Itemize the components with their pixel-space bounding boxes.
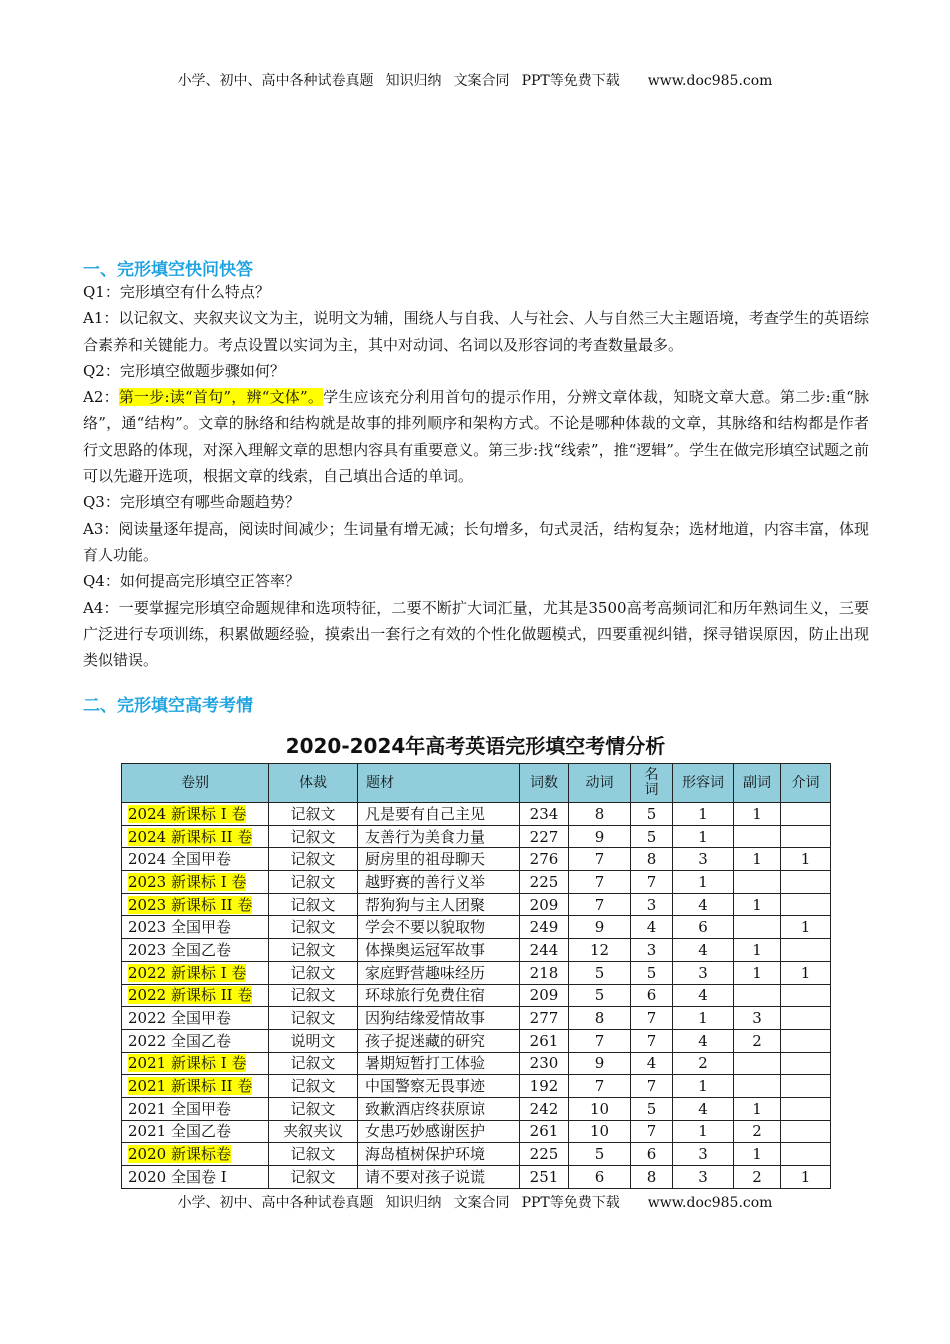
table-cell: 致歉酒店终获原谅 [358, 1097, 520, 1120]
answer: A1：以记叙文、夹叙夹议文为主，说明文为辅，围绕人与自我、人与社会、人与自然三大主题语境，考查学生的英语综合素养和关键能力。考点设置以实词为主，其中对动词、名词以及形容词的考查数量最多。 [83, 309, 869, 354]
table-row [122, 961, 831, 984]
table-cell: 家庭野营趣味经历 [358, 961, 520, 984]
table-cell: 记叙文 [269, 893, 358, 916]
table-cell: 3 [734, 1007, 781, 1030]
table-cell: 1 [734, 848, 781, 871]
table-cell: 1 [781, 961, 831, 984]
table-cell: 5 [631, 825, 673, 848]
table-cell: 7 [631, 1029, 673, 1052]
table-cell [734, 871, 781, 894]
table-cell [122, 984, 269, 1007]
table-cell: 192 [520, 1075, 569, 1098]
table-cell [122, 1052, 269, 1075]
table-cell: 242 [520, 1097, 569, 1120]
table-cell: 厨房里的祖母聊天 [358, 848, 520, 871]
table-cell [122, 825, 269, 848]
table-row [122, 871, 831, 894]
question: Q1：完形填空有什么特点？ [83, 283, 270, 301]
table-cell: 9 [569, 1052, 631, 1075]
table-cell: 帮狗狗与主人团聚 [358, 893, 520, 916]
table-cell: 记叙文 [269, 803, 358, 826]
table-cell: 3 [673, 1166, 734, 1189]
paper-name: 2021 新课标 I 卷 [128, 1054, 247, 1073]
table-cell [781, 1007, 831, 1030]
table-cell: 4 [673, 1097, 734, 1120]
table-cell: 7 [631, 871, 673, 894]
table-cell [781, 984, 831, 1007]
table-cell: 1 [673, 825, 734, 848]
table-row [122, 1143, 831, 1166]
table-cell: 友善行为美食力量 [358, 825, 520, 848]
table-cell: 越野赛的善行义举 [358, 871, 520, 894]
table-cell: 227 [520, 825, 569, 848]
page-header [0, 70, 950, 90]
table-cell: 261 [520, 1120, 569, 1143]
table-row [122, 1029, 831, 1052]
table-cell [781, 893, 831, 916]
table-cell: 说明文 [269, 1029, 358, 1052]
table-cell: 5 [569, 984, 631, 1007]
table-cell: 1 [734, 803, 781, 826]
table-cell: 2 [734, 1029, 781, 1052]
table-cell: 孩子捉迷藏的研究 [358, 1029, 520, 1052]
footer-text: 小学、初中、高中各种试卷真题 [177, 1195, 374, 1211]
footer-text: 知识归纳 [385, 1195, 442, 1211]
table-cell: 10 [569, 1097, 631, 1120]
table-cell: 记叙文 [269, 984, 358, 1007]
table-cell: 218 [520, 961, 569, 984]
header-text: 知识归纳 [385, 73, 442, 89]
table-cell: 记叙文 [269, 1075, 358, 1098]
table-cell [122, 1097, 269, 1120]
answer-text: 学生应该充分利用首句的提示作用，分辨文章体裁，知晓文章大意。第二步:重“脉络”，通“结构”。文章的脉络和结构就是故事的排列顺序和架构方式。不论是哪种体裁的文章，其脉络和结构都是作者行文思路的体现，对深入理解文章的思想内容具有重要意义。第三步:找“线索”，推“逻辑”。学生在做完形填空试题之前可以先避开选项，根据文章的线索，自己填出合适的单词。 [83, 388, 869, 486]
paper-name: 2023 新课标 I 卷 [128, 872, 247, 891]
table-row [122, 1052, 831, 1075]
highlighted-text: 第一步:读“首句”，辨“文体”。 [118, 388, 324, 407]
table-cell: 女患巧妙感谢医护 [358, 1120, 520, 1143]
table-cell: 6 [631, 1143, 673, 1166]
table-cell: 记叙文 [269, 1007, 358, 1030]
paper-name: 2020 新课标卷 [128, 1145, 231, 1164]
table-row [122, 848, 831, 871]
table-cell: 9 [569, 916, 631, 939]
section-heading: 一、完形填空快问快答 [83, 260, 253, 280]
table-cell [734, 916, 781, 939]
table-cell: 234 [520, 803, 569, 826]
table-cell: 6 [631, 984, 673, 1007]
column-header: 卷别 [122, 764, 269, 803]
table-cell [122, 848, 269, 871]
table-cell [122, 1029, 269, 1052]
header-text: 小学、初中、高中各种试卷真题 [177, 73, 374, 89]
answer-prefix: A2： [83, 388, 119, 407]
table-row [122, 803, 831, 826]
table-cell: 4 [673, 984, 734, 1007]
paper-name: 2023 新课标 II 卷 [128, 895, 253, 914]
table-cell: 249 [520, 916, 569, 939]
table-cell: 6 [673, 916, 734, 939]
table-cell: 5 [569, 961, 631, 984]
table-row [122, 1075, 831, 1098]
table-cell: 3 [673, 848, 734, 871]
table-cell: 4 [673, 1029, 734, 1052]
paper-name: 2022 新课标 I 卷 [128, 963, 247, 982]
table-cell: 244 [520, 939, 569, 962]
table-cell: 记叙文 [269, 825, 358, 848]
table-cell [734, 1052, 781, 1075]
table-cell: 7 [569, 871, 631, 894]
paper-name: 2020 全国卷 I [128, 1167, 227, 1186]
table-cell: 3 [631, 893, 673, 916]
table-cell: 3 [673, 961, 734, 984]
table-cell: 8 [631, 1166, 673, 1189]
table-cell: 225 [520, 871, 569, 894]
table-row [122, 1097, 831, 1120]
paper-name: 2021 全国甲卷 [128, 1099, 231, 1118]
table-cell [781, 825, 831, 848]
table-cell: 10 [569, 1120, 631, 1143]
table-cell: 记叙文 [269, 871, 358, 894]
table-cell [122, 939, 269, 962]
answer [83, 384, 869, 489]
table-cell [781, 803, 831, 826]
table-cell [122, 1007, 269, 1030]
column-header: 名词 [631, 764, 673, 803]
table-cell: 1 [734, 939, 781, 962]
table-cell: 277 [520, 1007, 569, 1030]
footer-text: 文案合同 [453, 1195, 510, 1211]
table-cell: 凡是要有自己主见 [358, 803, 520, 826]
table-cell: 1 [781, 1166, 831, 1189]
table-cell: 1 [781, 848, 831, 871]
table-cell [781, 939, 831, 962]
table-cell: 4 [673, 939, 734, 962]
header-link[interactable]: www.doc985.com [647, 73, 773, 89]
exam-analysis-table [121, 763, 831, 1189]
column-header: 动词 [569, 764, 631, 803]
table-cell: 5 [631, 1097, 673, 1120]
table-cell: 环球旅行免费住宿 [358, 984, 520, 1007]
table-cell [122, 1075, 269, 1098]
table-row [122, 939, 831, 962]
paper-name: 2021 新课标 II 卷 [128, 1077, 253, 1096]
table-cell: 8 [569, 803, 631, 826]
table-cell [734, 825, 781, 848]
table-cell: 230 [520, 1052, 569, 1075]
table-cell: 225 [520, 1143, 569, 1166]
table-row [122, 1166, 831, 1189]
table-row [122, 916, 831, 939]
table-cell: 4 [631, 916, 673, 939]
table-cell: 7 [569, 1029, 631, 1052]
paper-name: 2022 新课标 II 卷 [128, 986, 253, 1005]
table-cell: 1 [734, 1143, 781, 1166]
table-cell: 因狗结缘爱情故事 [358, 1007, 520, 1030]
table-cell [122, 916, 269, 939]
paper-name: 2024 新课标 II 卷 [128, 827, 253, 846]
footer-text: PPT等免费下载 [521, 1195, 620, 1211]
table-cell: 1 [734, 1097, 781, 1120]
table-cell [781, 1075, 831, 1098]
table-cell: 记叙文 [269, 916, 358, 939]
column-header: 体裁 [269, 764, 358, 803]
paper-name: 2023 全国乙卷 [128, 940, 231, 959]
table-cell: 2 [673, 1052, 734, 1075]
header-text: PPT等免费下载 [521, 73, 620, 89]
qa-section [83, 279, 869, 673]
table-cell: 209 [520, 984, 569, 1007]
table-cell: 8 [569, 1007, 631, 1030]
table-cell: 3 [673, 1143, 734, 1166]
table-cell: 7 [631, 1007, 673, 1030]
table-cell: 6 [569, 1166, 631, 1189]
table-cell: 8 [631, 848, 673, 871]
table-cell [781, 1143, 831, 1166]
table-cell: 记叙文 [269, 1166, 358, 1189]
table-cell: 记叙文 [269, 1097, 358, 1120]
table-cell [122, 803, 269, 826]
table-cell: 1 [673, 1007, 734, 1030]
paper-name: 2023 全国甲卷 [128, 918, 231, 937]
table-row [122, 1120, 831, 1143]
table-cell: 请不要对孩子说谎 [358, 1166, 520, 1189]
table-cell [122, 1166, 269, 1189]
page-footer [0, 1192, 950, 1212]
table-cell: 暑期短暂打工体验 [358, 1052, 520, 1075]
column-header: 介词 [781, 764, 831, 803]
table-cell: 9 [569, 825, 631, 848]
column-header: 词数 [520, 764, 569, 803]
table-row [122, 984, 831, 1007]
table-cell: 7 [569, 848, 631, 871]
table-cell: 记叙文 [269, 961, 358, 984]
table-cell: 体操奥运冠军故事 [358, 939, 520, 962]
question: Q4：如何提高完形填空正答率？ [83, 572, 300, 591]
paper-name: 2021 全国乙卷 [128, 1122, 231, 1141]
column-header: 形容词 [673, 764, 734, 803]
table-cell: 中国警察无畏事迹 [358, 1075, 520, 1098]
table-cell: 209 [520, 893, 569, 916]
table-cell: 夹叙夹议 [269, 1120, 358, 1143]
table-cell: 1 [734, 961, 781, 984]
paper-name: 2022 全国甲卷 [128, 1009, 231, 1028]
paper-name: 2022 全国乙卷 [128, 1031, 231, 1050]
table-cell [122, 1120, 269, 1143]
table-row [122, 1007, 831, 1030]
table-cell: 2 [734, 1166, 781, 1189]
table-cell: 记叙文 [269, 1052, 358, 1075]
table-row [122, 893, 831, 916]
column-header: 副词 [734, 764, 781, 803]
table-row [122, 825, 831, 848]
table-cell [781, 1052, 831, 1075]
question: Q3：完形填空有哪些命题趋势？ [83, 493, 300, 512]
table-cell: 261 [520, 1029, 569, 1052]
table-cell: 1 [734, 893, 781, 916]
answer: A4：一要掌握完形填空命题规律和选项特征，二要不断扩大词汇量，尤其是3500高考高频词汇和历年熟词生义，三要广泛进行专项训练，积累做题经验，摸索出一套行之有效的个性化做题模式，四要重视纠错，探寻错误原因，防止出现类似错误。 [83, 598, 869, 670]
table-cell: 5 [631, 803, 673, 826]
table-cell [781, 1097, 831, 1120]
table-cell [781, 871, 831, 894]
table-cell: 海岛植树保护环境 [358, 1143, 520, 1166]
paper-name: 2024 全国甲卷 [128, 850, 231, 869]
table-cell: 1 [673, 803, 734, 826]
header-text: 文案合同 [453, 73, 510, 89]
table-cell [122, 871, 269, 894]
table-cell: 2 [734, 1120, 781, 1143]
table-cell: 12 [569, 939, 631, 962]
table-cell: 7 [631, 1075, 673, 1098]
table-cell: 记叙文 [269, 848, 358, 871]
table-cell: 3 [631, 939, 673, 962]
table-cell: 1 [781, 916, 831, 939]
question: Q2：完形填空做题步骤如何？ [83, 361, 285, 380]
table-cell: 1 [673, 871, 734, 894]
table-cell: 记叙文 [269, 939, 358, 962]
column-header: 题材 [358, 764, 520, 803]
table-cell: 276 [520, 848, 569, 871]
table-cell: 1 [673, 1075, 734, 1098]
table-cell [734, 984, 781, 1007]
table-cell: 记叙文 [269, 1143, 358, 1166]
answer: A3：阅读量逐年提高，阅读时间减少；生词量有增无减；长句增多，句式灵活，结构复杂；选材地道，内容丰富，体现育人功能。 [83, 519, 869, 564]
table-cell: 学会不要以貌取物 [358, 916, 520, 939]
table-header-row [122, 764, 831, 803]
footer-link[interactable]: www.doc985.com [647, 1195, 773, 1211]
table-cell: 1 [673, 1120, 734, 1143]
table-cell: 4 [631, 1052, 673, 1075]
table-cell [122, 961, 269, 984]
paper-name: 2024 新课标 I 卷 [128, 804, 247, 823]
table-cell: 7 [569, 893, 631, 916]
table-cell: 7 [631, 1120, 673, 1143]
table-cell [781, 1029, 831, 1052]
table-cell: 4 [673, 893, 734, 916]
table-cell: 5 [631, 961, 673, 984]
table-cell [122, 1143, 269, 1166]
table-cell: 5 [569, 1143, 631, 1166]
table-title: 2020-2024年高考英语完形填空考情分析 [285, 734, 666, 758]
table-cell [122, 893, 269, 916]
section-heading: 二、完形填空高考考情 [83, 696, 253, 716]
table-cell: 7 [569, 1075, 631, 1098]
table-cell [781, 1120, 831, 1143]
table-cell [734, 1075, 781, 1098]
table-cell: 251 [520, 1166, 569, 1189]
